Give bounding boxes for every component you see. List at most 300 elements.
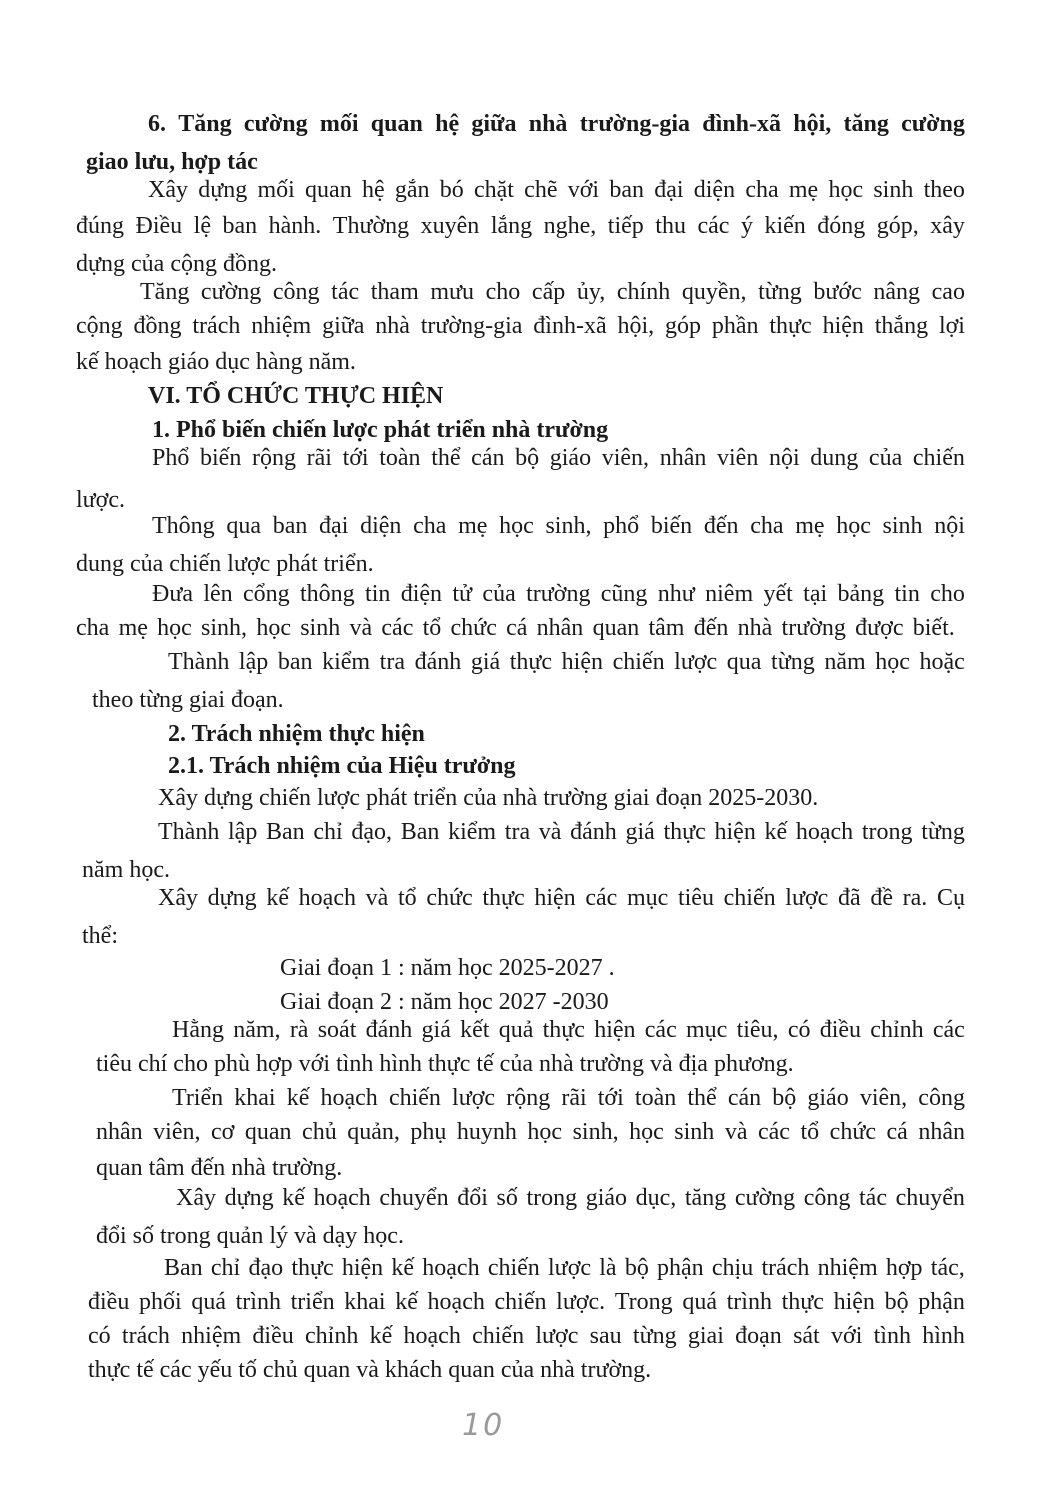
- word: sinh: [873, 177, 914, 203]
- heading-1: 1. Phổ biến chiến lược phát triển nhà trường: [152, 417, 609, 443]
- word: tổ: [397, 885, 417, 911]
- word: giai: [687, 1323, 724, 1349]
- word: lệ: [193, 213, 211, 239]
- word: bộ: [624, 1255, 649, 1281]
- word: năm,: [233, 1017, 281, 1043]
- word: quá: [682, 1289, 717, 1315]
- word: diện: [360, 513, 402, 539]
- word: đến: [703, 513, 739, 539]
- word: tới: [342, 445, 369, 471]
- paragraph-line: đổi số trong quản lý và dạy học.: [96, 1223, 404, 1249]
- word: tiêu: [677, 885, 714, 911]
- word: chính: [616, 279, 671, 305]
- word: xây: [930, 213, 965, 239]
- word: chịu: [711, 1255, 754, 1281]
- word: tử: [452, 581, 473, 607]
- word: nhiệm: [251, 313, 312, 339]
- word: kế: [286, 1085, 310, 1111]
- word: kế: [282, 1185, 305, 1211]
- word: hội,: [793, 111, 832, 137]
- word: đúng: [76, 213, 124, 239]
- word: thể: [687, 1085, 717, 1111]
- word: trường: [526, 581, 591, 607]
- paragraph-line: [152, 514, 965, 538]
- word: sinh,: [545, 513, 592, 539]
- word: ủy,: [576, 279, 606, 305]
- word: cá: [506, 615, 528, 641]
- paragraph-line: [164, 1256, 965, 1280]
- paragraph-line: [88, 1290, 965, 1314]
- word: ban: [609, 177, 644, 203]
- word: sinh: [882, 513, 923, 539]
- word: hiện: [714, 819, 756, 845]
- word: giáo: [549, 445, 592, 471]
- word: rãi: [306, 445, 332, 471]
- word: sinh: [300, 615, 341, 641]
- word: cha: [413, 513, 447, 539]
- word: công: [272, 279, 320, 305]
- word: tâm: [648, 615, 685, 641]
- word: đình-xã: [702, 111, 781, 137]
- word: nhân: [536, 615, 584, 641]
- word: nhà: [737, 615, 773, 641]
- word: quả: [498, 1017, 534, 1043]
- word: Thông: [152, 513, 215, 539]
- word: năm: [824, 649, 866, 675]
- word: mối: [319, 111, 359, 137]
- word: với: [567, 177, 600, 203]
- word: kế: [391, 1255, 415, 1281]
- word: thực: [509, 649, 553, 675]
- word: tiếp: [607, 213, 644, 239]
- word: quyền,: [681, 279, 747, 305]
- word: cơ: [211, 1119, 235, 1145]
- paragraph-line: dung của chiến lược phát triển.: [76, 551, 374, 577]
- word: biến: [200, 445, 242, 471]
- word: chuyển: [895, 1185, 965, 1211]
- word: bó: [439, 177, 464, 203]
- word: thực: [663, 819, 706, 845]
- word: các: [697, 213, 730, 239]
- word: chỉ: [210, 1255, 241, 1281]
- word: Thành: [168, 649, 230, 675]
- word: bộ: [515, 445, 540, 471]
- word: từng: [632, 1323, 677, 1349]
- paragraph-line: dựng của cộng đồng.: [76, 251, 277, 277]
- word: hoạch: [795, 819, 854, 845]
- word: tin: [894, 581, 920, 607]
- word: qua: [226, 513, 262, 539]
- word: dục,: [635, 1185, 677, 1211]
- word: tại: [803, 581, 828, 607]
- word: Xây: [158, 885, 198, 911]
- word: của: [868, 445, 903, 471]
- word: hành.: [268, 213, 322, 239]
- word: hoạch: [403, 1323, 461, 1349]
- word: quan: [244, 1119, 292, 1145]
- word: cá: [886, 1119, 908, 1145]
- word: từng: [921, 819, 965, 845]
- word: và: [538, 819, 562, 845]
- paragraph-line: [88, 1324, 965, 1348]
- word: giáo: [585, 1185, 628, 1211]
- word: trình: [235, 1289, 281, 1315]
- word: quan: [370, 111, 423, 137]
- heading-2: 2. Trách nhiệm thực hiện: [168, 721, 425, 747]
- heading-section-6-cont: giao lưu, hợp tác: [86, 149, 258, 175]
- word: chuyển: [379, 1185, 449, 1211]
- word: thông: [300, 581, 355, 607]
- word: học: [527, 1119, 563, 1145]
- heading-2-1: 2.1. Trách nhiệm của Hiệu trưởng: [168, 753, 516, 779]
- paragraph-line: [168, 650, 965, 674]
- word: cường: [243, 111, 308, 137]
- word: xuyên: [420, 213, 480, 239]
- word: giá: [421, 1017, 451, 1043]
- word: công: [918, 1085, 965, 1111]
- word: trường: [781, 615, 846, 641]
- word: biến: [650, 513, 693, 539]
- word: đạo,: [351, 819, 393, 845]
- word: qua: [726, 649, 762, 675]
- word: quan: [592, 615, 640, 641]
- word: Ban: [400, 819, 440, 845]
- word: học: [256, 615, 291, 641]
- word: dung: [810, 445, 859, 471]
- word: tác: [331, 279, 360, 305]
- word: hiện: [561, 649, 603, 675]
- word: các: [644, 1017, 677, 1043]
- word: cha: [76, 615, 110, 641]
- word: giá: [470, 649, 501, 675]
- word: phổ: [603, 513, 640, 539]
- word: rộng: [506, 1085, 551, 1111]
- word: dựng: [198, 177, 248, 203]
- paragraph-line: lược.: [76, 487, 126, 513]
- word: chỉnh: [305, 1323, 359, 1349]
- word: hoặc: [919, 649, 965, 675]
- paragraph-line: [76, 616, 955, 640]
- word: Ban: [164, 1255, 203, 1281]
- word: và: [365, 885, 389, 911]
- word: các: [381, 615, 414, 641]
- word: trách: [192, 313, 241, 339]
- word: bộ: [884, 1289, 909, 1315]
- word: trường-gia: [420, 313, 523, 339]
- word: lược: [548, 1255, 592, 1281]
- word: nhân: [96, 1119, 143, 1145]
- word: Thành: [158, 819, 220, 845]
- word: triển: [290, 1289, 335, 1315]
- word: trách: [761, 1255, 810, 1281]
- word: đánh: [365, 1017, 413, 1043]
- word: học: [499, 513, 534, 539]
- word: theo: [923, 177, 965, 203]
- word: chiến: [723, 885, 776, 911]
- word: toàn: [634, 1085, 677, 1111]
- word: thắng: [874, 313, 929, 339]
- word: trách: [121, 1323, 170, 1349]
- word: góp,: [876, 213, 919, 239]
- word: nhân: [918, 1119, 965, 1145]
- word: nhiệm: [181, 1323, 242, 1349]
- word: quan: [305, 177, 352, 203]
- word: tác: [859, 1185, 887, 1211]
- word: lập: [238, 649, 269, 675]
- word: nhà: [528, 111, 568, 137]
- word: cấp: [531, 279, 566, 305]
- word: đạo: [248, 1255, 284, 1281]
- word: Xây: [176, 1185, 216, 1211]
- word: được: [855, 615, 904, 641]
- word: sinh,: [572, 1119, 619, 1145]
- word: giáo: [807, 1085, 849, 1111]
- word: các: [932, 1017, 965, 1043]
- word: đến: [693, 615, 729, 641]
- word: sinh: [674, 1119, 715, 1145]
- paragraph-line: [76, 214, 965, 238]
- word: mẹ: [788, 177, 819, 203]
- word: trong: [526, 1185, 578, 1211]
- word: khai: [344, 1289, 386, 1315]
- word: Triển: [172, 1085, 224, 1111]
- word: bước: [813, 279, 862, 305]
- word: ban: [222, 213, 258, 239]
- word: nhân: [659, 445, 707, 471]
- word: sinh,: [201, 615, 248, 641]
- word: mẹ: [795, 513, 825, 539]
- word: là: [599, 1255, 617, 1281]
- word: và: [724, 1119, 748, 1145]
- word: với: [831, 1323, 863, 1349]
- word: có: [787, 1017, 811, 1043]
- word: sát: [793, 1323, 820, 1349]
- word: cộng: [76, 313, 123, 339]
- word: chức: [829, 1119, 876, 1145]
- word: hiện: [594, 1017, 636, 1043]
- word: chiến: [472, 1323, 525, 1349]
- word: mẹ: [458, 513, 488, 539]
- word: nâng: [873, 279, 921, 305]
- word: kế: [764, 819, 788, 845]
- word: lên: [203, 581, 233, 607]
- word: điện: [400, 581, 443, 607]
- paragraph-line: [158, 886, 965, 910]
- word: hiện: [341, 1255, 384, 1281]
- word: Hằng: [172, 1017, 224, 1043]
- word: lợi: [938, 313, 965, 339]
- paragraph-line: [172, 1086, 965, 1110]
- word: dựng: [207, 885, 257, 911]
- word: ý: [740, 213, 753, 239]
- word: hoạch: [313, 1185, 371, 1211]
- word: trình: [726, 1289, 772, 1315]
- word: học: [836, 513, 871, 539]
- paragraph-line: [152, 582, 965, 606]
- word: phối: [138, 1289, 182, 1315]
- word: ra.: [902, 885, 928, 911]
- word: chẽ: [524, 177, 558, 203]
- word: kiểm: [448, 819, 497, 845]
- word: phần: [711, 313, 759, 339]
- word: học: [828, 177, 864, 203]
- word: tra: [504, 819, 531, 845]
- word: chỉ: [313, 819, 343, 845]
- word: hoạch: [422, 1255, 480, 1281]
- word: điều: [252, 1323, 294, 1349]
- word: biết.: [912, 615, 955, 641]
- word: hoạch: [320, 1085, 378, 1111]
- paragraph-line: thể:: [82, 923, 118, 949]
- word: lược: [674, 649, 718, 675]
- word: hoạch: [298, 885, 356, 911]
- word: học: [629, 1119, 664, 1145]
- word: lược: [452, 1085, 496, 1111]
- word: bảng: [837, 581, 885, 607]
- word: cha: [750, 513, 784, 539]
- word: hợp: [885, 1255, 923, 1281]
- word: giữa: [471, 111, 517, 137]
- word: toàn: [379, 445, 421, 471]
- word: ban: [272, 513, 308, 539]
- word: kế: [266, 885, 289, 911]
- word: cường: [734, 1185, 796, 1211]
- word: khai: [234, 1085, 276, 1111]
- word: chiến: [912, 445, 965, 471]
- paragraph-line: [158, 820, 965, 844]
- word: Điều: [135, 213, 183, 239]
- word: tin: [365, 581, 391, 607]
- word: chiến: [487, 1255, 540, 1281]
- word: mối: [257, 177, 295, 203]
- word: chiến: [494, 1289, 547, 1315]
- word: yết: [763, 581, 793, 607]
- word: Ban: [266, 819, 305, 845]
- word: quản,: [347, 1119, 400, 1145]
- page-number: 10: [462, 1408, 505, 1443]
- word: Tăng: [140, 279, 190, 305]
- word: rà: [289, 1017, 309, 1043]
- word: thực: [482, 885, 525, 911]
- heading-section-6: [148, 112, 965, 136]
- word: chức: [450, 615, 497, 641]
- word: Trong: [614, 1289, 673, 1315]
- word: viên,: [601, 445, 650, 471]
- word: kết: [460, 1017, 490, 1043]
- word: như: [657, 581, 695, 607]
- word: trong: [861, 819, 913, 845]
- word: Tăng: [178, 111, 232, 137]
- word: đại: [654, 177, 684, 203]
- word: tổ: [422, 615, 442, 641]
- paragraph-line: tiêu chí cho phù hợp với tình hình thực tế của nhà trường và địa phương.: [96, 1051, 794, 1077]
- word: của: [482, 581, 516, 607]
- word: nhiệm: [817, 1255, 878, 1281]
- word: hiện: [534, 885, 576, 911]
- word: mẹ: [118, 615, 148, 641]
- word: hệ: [435, 111, 460, 137]
- word: đóng: [817, 213, 866, 239]
- word: mưu: [430, 279, 475, 305]
- word: mục: [626, 885, 669, 911]
- word: thực: [781, 1289, 824, 1315]
- phase-2: Giai đoạn 2 : năm học 2027 -2030: [280, 989, 609, 1015]
- word: tới: [597, 1085, 624, 1111]
- word: cao: [931, 279, 965, 305]
- word: chặt: [473, 177, 514, 203]
- word: tình: [873, 1323, 911, 1349]
- word: hoạch: [427, 1289, 485, 1315]
- word: hiện: [833, 1289, 875, 1315]
- word: viên,: [859, 1085, 908, 1111]
- word: cho: [930, 581, 965, 607]
- word: đình-xã: [533, 313, 607, 339]
- word: kiểm: [322, 649, 371, 675]
- word: huynh: [456, 1119, 517, 1145]
- paragraph-line: [96, 1120, 965, 1144]
- word: tăng: [843, 111, 889, 137]
- word: thể: [431, 445, 461, 471]
- word: hình: [922, 1323, 965, 1349]
- word: và: [349, 615, 373, 641]
- word: cha: [745, 177, 779, 203]
- word: cán: [727, 1085, 762, 1111]
- word: ban: [277, 649, 313, 675]
- word: nghe,: [543, 213, 597, 239]
- section-vi-title: VI. TỔ CHỨC THỰC HIỆN: [148, 383, 444, 409]
- paragraph-line: [176, 1186, 965, 1210]
- paragraph-line: quan tâm đến nhà trường.: [96, 1155, 343, 1181]
- word: lập: [228, 819, 258, 845]
- word: 6.: [148, 111, 166, 137]
- word: lược: [535, 1323, 579, 1349]
- word: kiến: [764, 213, 806, 239]
- word: lắng: [490, 213, 533, 239]
- word: đánh: [414, 649, 462, 675]
- word: chiến: [612, 649, 665, 675]
- word: đồng: [133, 313, 182, 339]
- word: Cụ: [936, 885, 965, 911]
- word: giá: [625, 819, 655, 845]
- word: đánh: [570, 819, 617, 845]
- word: chỉnh: [870, 1017, 924, 1043]
- paragraph-line: thực tế các yếu tố chủ quan và khách quan của nhà trường.: [88, 1357, 652, 1383]
- word: điều: [88, 1289, 130, 1315]
- word: Thường: [332, 213, 410, 239]
- word: cho: [485, 279, 521, 305]
- word: thu: [655, 213, 686, 239]
- paragraph-line: Xây dựng chiến lược phát triển của nhà trường giai đoạn 2025-2030.: [158, 785, 819, 811]
- paragraph-line: [172, 1018, 965, 1042]
- word: chức: [426, 885, 473, 911]
- word: cổng: [243, 581, 290, 607]
- word: Đưa: [152, 581, 193, 607]
- word: đề: [870, 885, 893, 911]
- word: mục: [685, 1017, 728, 1043]
- word: lược.: [556, 1289, 606, 1315]
- word: phận: [918, 1289, 965, 1315]
- paragraph-line: [148, 178, 965, 202]
- word: các: [585, 885, 618, 911]
- word: rộng: [251, 445, 296, 471]
- word: hội,: [617, 313, 655, 339]
- word: góp: [665, 313, 701, 339]
- word: gắn: [394, 177, 430, 203]
- word: soát: [317, 1017, 357, 1043]
- word: thực: [291, 1255, 334, 1281]
- word: viên,: [153, 1119, 201, 1145]
- word: tiêu,: [736, 1017, 779, 1043]
